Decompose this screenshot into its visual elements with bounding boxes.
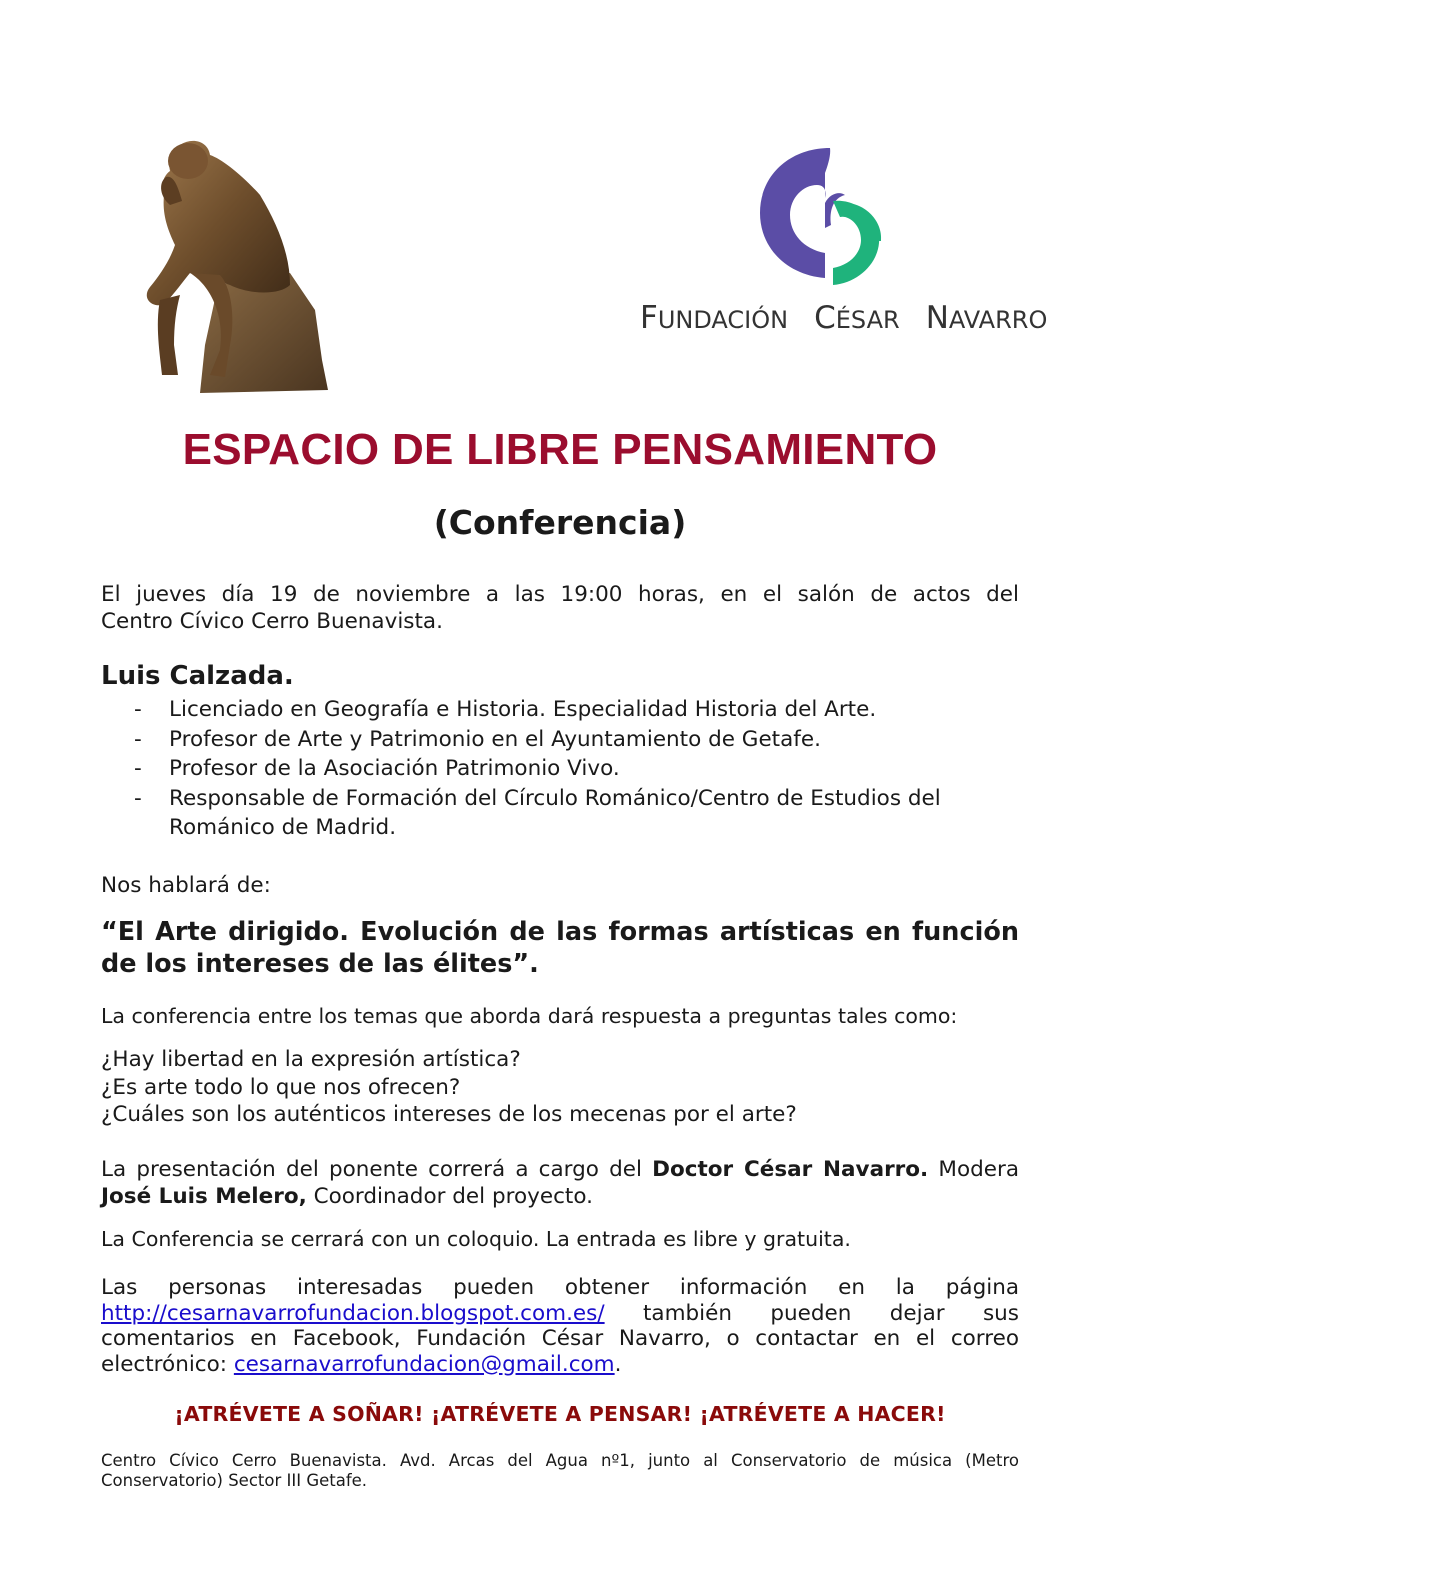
venue-footer: Centro Cívico Cerro Buenavista. Avd. Arcas del Agua nº1, junto al Conservatorio de música (Metro Conservatorio) Sector III Getafe. bbox=[101, 1451, 1019, 1490]
list-item: - Profesor de la Asociación Patrimonio Vivo. bbox=[134, 756, 620, 781]
page-title: ESPACIO DE LIBRE PENSAMIENTO bbox=[182, 425, 938, 474]
questions-intro: La conferencia entre los temas que aborda dará respuesta a preguntas tales como: bbox=[101, 1004, 958, 1028]
foundation-logo-text bbox=[640, 300, 1048, 336]
event-intro bbox=[101, 581, 1019, 635]
talk-intro: Nos hablará de: bbox=[101, 873, 271, 898]
talk-title: “El Arte dirigido. Evolución de las formas artísticas en función de los intereses de las élites”. bbox=[101, 917, 1019, 979]
event-intro-line-2: Centro Cívico Cerro Buenavista. bbox=[101, 609, 443, 634]
presenter-paragraph: La presentación del ponente correrá a cargo del Doctor César Navarro. Modera José Luis Melero, Coordinador del proyecto. bbox=[101, 1157, 1020, 1209]
email-link[interactable]: cesarnavarrofundacion@gmail.com bbox=[233, 1351, 615, 1377]
questions-list bbox=[101, 1046, 1019, 1129]
motto: ¡ATRÉVETE A SOÑAR! ¡ATRÉVETE A PENSAR! ¡ATRÉVETE A HACER! bbox=[174, 1402, 946, 1426]
event-intro-line-1: El jueves día 19 de noviembre a las 19:00 horas, en el salón de actos del bbox=[101, 582, 1019, 607]
question-item: ¿Es arte todo lo que nos ofrecen? bbox=[101, 1074, 461, 1100]
thinker-sculpture-image bbox=[130, 135, 340, 397]
question-item: ¿Hay libertad en la expresión artística? bbox=[101, 1047, 521, 1072]
blog-link[interactable]: http://cesarnavarrofundacion.blogspot.com.es/ bbox=[101, 1300, 605, 1326]
list-item: - Licenciado en Geografía e Historia. Especialidad Historia del Arte. bbox=[134, 697, 877, 722]
colloquium-note: La Conferencia se cerrará con un coloquio. La entrada es libre y gratuita. bbox=[101, 1227, 851, 1251]
page-subtitle: (Conferencia) bbox=[433, 503, 687, 542]
presenter-name: Doctor César Navarro. bbox=[652, 1157, 929, 1182]
list-item: - Profesor de Arte y Patrimonio en el Ayuntamiento de Getafe. bbox=[134, 726, 821, 752]
moderator-name: José Luis Melero, bbox=[101, 1184, 307, 1209]
logo-word-2: CÉSAR bbox=[814, 300, 900, 336]
question-item: ¿Cuáles son los auténticos intereses de los mecenas por el arte? bbox=[101, 1102, 797, 1127]
logo-word-3: NAVARRO bbox=[925, 300, 1048, 336]
logo-word-1: FUNDACIÓN bbox=[640, 300, 789, 336]
contact-info: Las personas interesadas pueden obtener información en la página http://cesarnavarrofundacion.blogspot.com.es/ también pueden dejar sus comentarios en Facebook, Fundación César Navarro, o contactar en el correo electrónico: cesarnavarrofundacion@gmail.com. bbox=[101, 1275, 1019, 1377]
speaker-bio-list bbox=[101, 695, 1019, 843]
contact-info-line-1: Las personas interesadas pueden obtener información en la página bbox=[101, 1275, 1019, 1300]
speaker-name: Luis Calzada. bbox=[101, 661, 294, 691]
foundation-logo-icon bbox=[745, 143, 895, 293]
list-item: - Responsable de Formación del Círculo Románico/Centro de Estudios del Románico de Madrid. bbox=[134, 785, 941, 840]
